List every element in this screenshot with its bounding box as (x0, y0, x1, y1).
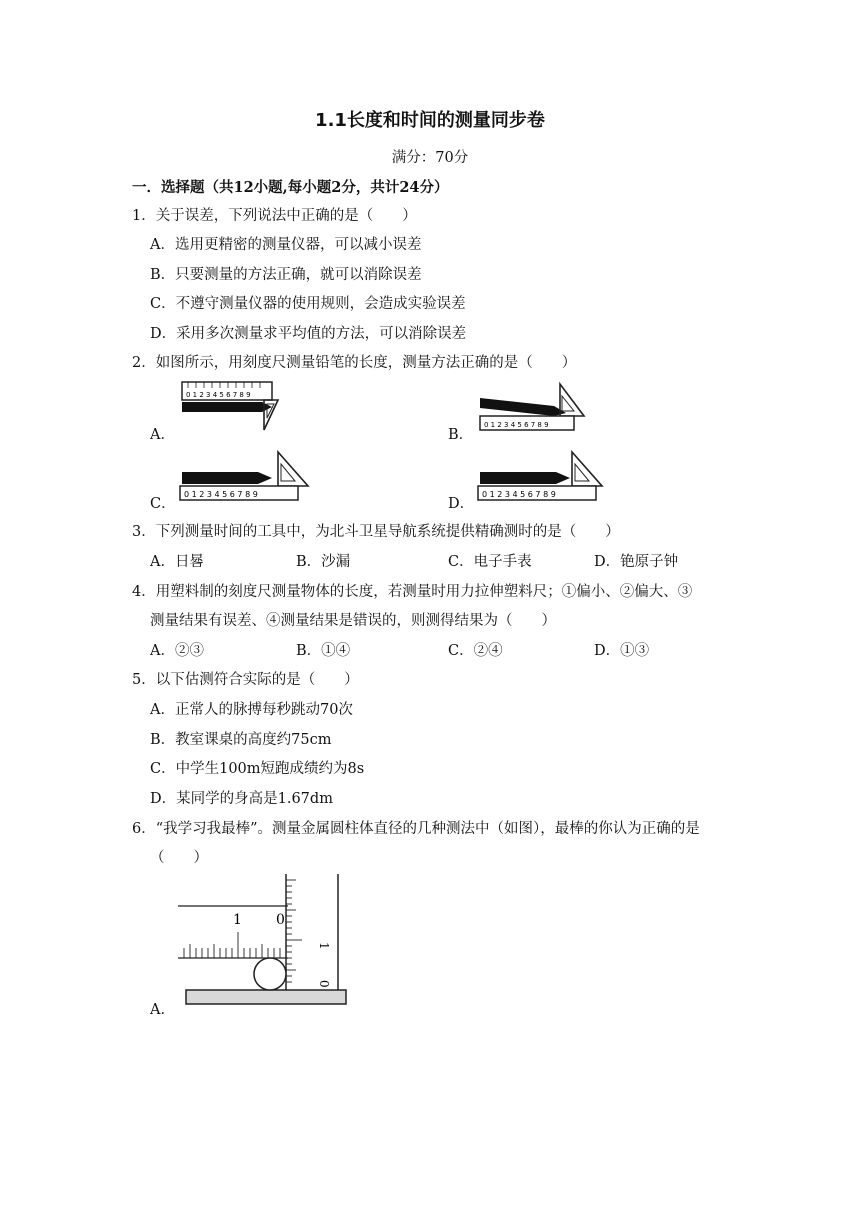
q2-label-b: B． (448, 427, 474, 443)
q5-option-c: C．中学生100m短跑成绩约为8s (150, 761, 365, 777)
page-title: 1.1长度和时间的测量同步卷 (315, 110, 545, 131)
q6-label-a: A． (150, 1002, 175, 1018)
fig-label: 0 (317, 980, 331, 988)
ruler-digits: 0 1 2 3 4 5 6 7 8 9 (482, 490, 556, 499)
q1-option-c: C．不遵守测量仪器的使用规则，会造成实验误差 (150, 296, 466, 312)
q4-option-d: D．①③ (594, 643, 650, 659)
q5-option-b: B．教室课桌的高度约75cm (150, 732, 332, 748)
q1-option-d: D．采用多次测量求平均值的方法，可以消除误差 (150, 326, 467, 342)
fig-label: 0 (276, 912, 285, 928)
q2-label-a: A． (150, 427, 175, 443)
q2-figure-b (476, 380, 576, 436)
q6-stem-line1: 6．“我学习我最棒”。测量金属圆柱体直径的几种测法中（如图），最棒的你认为正确的是 (132, 821, 700, 837)
ruler-digits: 0 1 2 3 4 5 6 7 8 9 (186, 391, 251, 399)
q3-option-a: A．日晷 (150, 554, 204, 570)
q4-option-c: C．②④ (448, 643, 503, 659)
q2-figure-d (476, 450, 608, 504)
q6-stem-line2: （ ） (150, 850, 208, 866)
q2-stem: 2．如图所示，用刻度尺测量铅笔的长度，测量方法正确的是（ ） (132, 355, 577, 371)
fig-label: 1 (233, 912, 242, 928)
q4-option-a: A．②③ (150, 643, 204, 659)
q3-option-d: D．铯原子钟 (594, 554, 679, 570)
q5-stem: 5．以下估测符合实际的是（ ） (132, 672, 359, 688)
q1-option-b: B．只要测量的方法正确，就可以消除误差 (150, 267, 422, 283)
q1-option-a: A．选用更精密的测量仪器，可以减小误差 (150, 237, 422, 253)
q3-option-b: B．沙漏 (296, 554, 351, 570)
q1-stem: 1．关于误差，下列说法中正确的是（ ） (132, 208, 417, 224)
section-heading: 一．选择题（共12小题,每小题2分，共计24分） (132, 179, 449, 196)
q6-figure-a (178, 874, 350, 1008)
ruler-digits: 0 1 2 3 4 5 6 7 8 9 (184, 490, 258, 499)
q5-option-a: A．正常人的脉搏每秒跳动70次 (150, 702, 353, 718)
q4-stem-line1: 4．用塑料制的刻度尺测量物体的长度，若测量时用力拉伸塑料尺；①偏小、②偏大、③ (132, 584, 693, 600)
q4-stem-line2: 测量结果有误差、④测量结果是错误的，则测得结果为（ ） (150, 613, 556, 629)
q3-stem: 3．下列测量时间的工具中，为北斗卫星导航系统提供精确测时的是（ ） (132, 524, 620, 540)
q2-figure-a (178, 380, 278, 434)
q2-label-c: C． (150, 496, 176, 512)
fig-label: 1 (317, 942, 331, 950)
ruler-digits: 0 1 2 3 4 5 6 7 8 9 (484, 421, 549, 429)
q2-label-d: D． (448, 496, 475, 512)
q5-option-d: D．某同学的身高是1.67dm (150, 791, 333, 807)
q3-option-c: C．电子手表 (448, 554, 532, 570)
full-score: 满分：70分 (391, 150, 469, 166)
q2-figure-c (178, 450, 310, 504)
q4-option-b: B．①④ (296, 643, 351, 659)
